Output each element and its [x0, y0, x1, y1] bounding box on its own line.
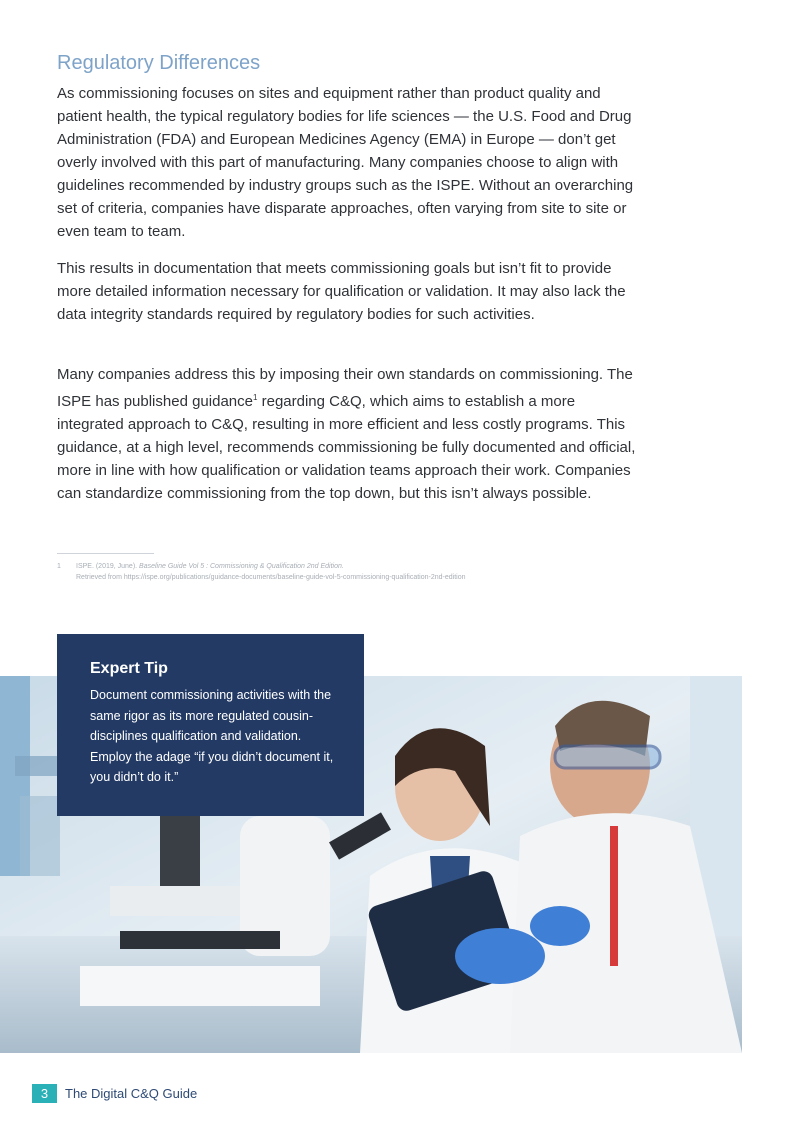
paragraph-3-end: regarding C&Q, which aims to establish a more integrated approach to C&Q, resulting in more efficient and less costly programs. This guidance, at a high level, recommends commissioning be fully documented and official, more in line with how qualification or validation teams approach their work. Companies can standardize commissioning from the top down, but this isn’t always possible.: [57, 393, 636, 502]
section-title: Regulatory Differences: [57, 52, 261, 74]
expert-tip-text: Document commissioning activities with the same rigor as its more regulated cousin-disciplines qualification and validation. Employ the adage “if you didn’t document it, you didn’t do it.”: [90, 688, 334, 784]
footnote-number: 1: [57, 563, 61, 570]
body-paragraph-2: This results in documentation that meets commissioning goals but isn’t fit to provide more detailed information necessary for qualification or validation. It may also lack the data integrity standards required by regulatory bodies for such activities.: [57, 260, 626, 323]
paragraph-3-start: Many companies address this by imposing their own standards on commissioning. The ISPE has published guidance: [57, 366, 633, 410]
footnote-citation-title: Baseline Guide Vol 5 : Commissioning & Qualification 2nd Edition.: [139, 563, 344, 570]
footnote-reference[interactable]: 1: [252, 393, 258, 402]
body-paragraph-3: [57, 363, 637, 505]
page-number-badge: 3: [32, 1084, 57, 1103]
guide-name: The Digital C&Q Guide: [65, 1086, 198, 1101]
body-paragraph-1: As commissioning focuses on sites and equipment rather than product quality and patient health, the typical regulatory bodies for life sciences — the U.S. Food and Drug Administration (FDA) and European Medicines Agency (EMA) in Europe — don’t get overly involved with this part of manufacturing. Many companies choose to align with guidelines recommended by industry groups such as the ISPE. Without an overarching set of criteria, companies have disparate approaches, often varying from site to site or even team to team.: [57, 85, 634, 240]
footnote-citation-url[interactable]: Retrieved from https://ispe.org/publications/guidance-documents/baseline-guide-vol-5-commissioning-qualification-2nd-edition: [76, 574, 466, 581]
footnote-citation-prefix: ISPE. (2019, June).: [76, 563, 140, 570]
footnote-divider: [57, 553, 154, 554]
footnote-citation: [76, 561, 616, 583]
expert-tip-title: Expert Tip: [90, 660, 168, 677]
expert-tip-box: [57, 634, 364, 816]
